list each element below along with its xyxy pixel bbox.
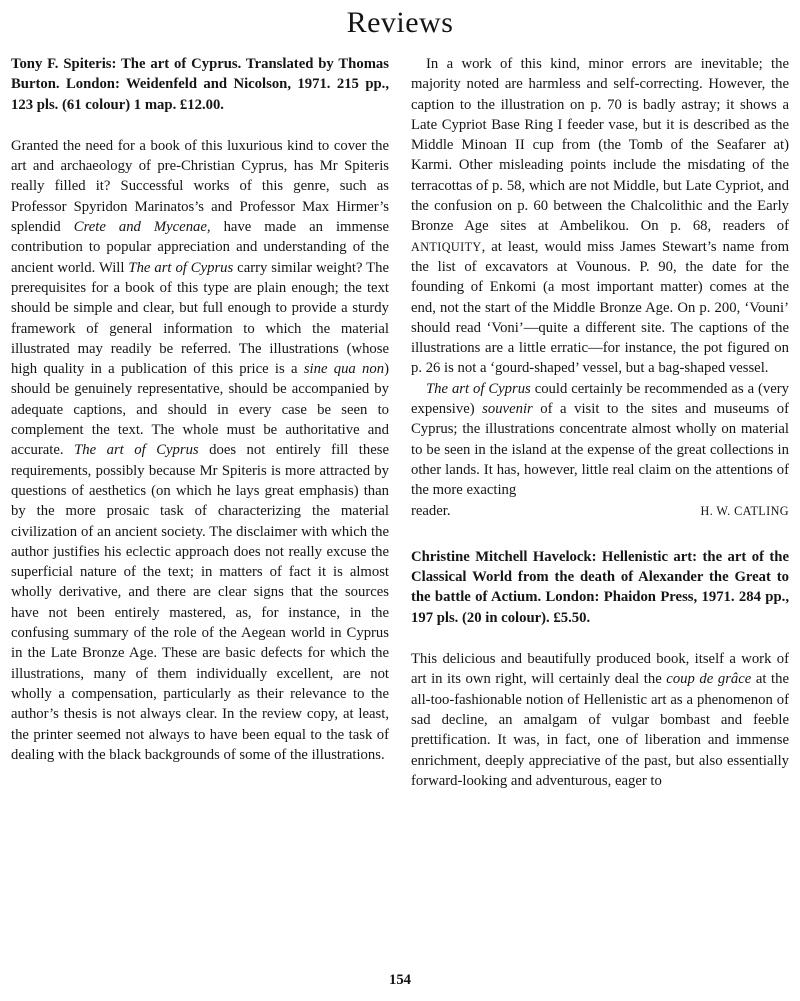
page-title: Reviews <box>346 6 454 39</box>
two-column-layout <box>11 54 789 791</box>
review1-heading: Tony F. Spiteris: The art of Cyprus. Translated by Thomas Burton. London: Weidenfeld and Nicolson, 1971. 215 pp., 123 pls. (61 colour) 1 map. £12.00. <box>11 56 389 113</box>
reviewer-name: H. W. CATLING <box>700 503 789 518</box>
right-column <box>411 54 789 791</box>
review2-heading: Christine Mitchell Havelock: Hellenistic art: the art of the Classical World from the death of Alexander the Great to the battle of Actium. London: Phaidon Press, 1971. 284 pp., 197 pls. (20 in colour). £5.50. <box>411 548 789 626</box>
signature-line-text: reader. <box>411 502 451 519</box>
page-number: 154 <box>388 972 412 988</box>
review1-paragraph-2: In a work of this kind, minor errors are inevitable; the majority noted are harmless and self-correcting. However, the caption to the illustration on p. 70 is badly astray; it shows a Late Cypriot Base Ring I feeder vase, but it is described as the Middle Minoan II cup from (the Tomb of the Seafarer at) Karmi. Other misleading points include the misdating of the terracottas of p. 58, which are not Middle, but Late Cypriot, and the confusion on p. 60 between the Chalcolithic and the Early Bronze Age sites at Ambelikou. On p. 68, readers of ANTIQUITY, at least, would miss James Stewart’s name from the list of excavators at Vounous. P. 90, the date for the founding of Enkomi (a most important matter) comes at the end, not the start of the Middle Bronze Age. On p. 200, ‘Vouni’ should read ‘Voni’—quite a different site. The captions of the illustrations are a little erratic—for instance, the pot figured on p. 26 is not a ‘gourd-shaped’ vessel, but a bag-shaped vessel. <box>411 56 789 377</box>
review2-paragraph-1: This delicious and beautifully produced book, itself a work of art in its own right, will certainly deal the coup de grâce at the all-too-fashionable notion of Hellenistic art as a phenomenon of sad decline, an amalgam of vulgar bombast and feeble prettification. It was, in fact, one of liberation and immense enrichment, deeply appreciative of the past, but also essentially forward-looking and adventurous, eager to <box>411 651 790 789</box>
review1-paragraph-3: The art of Cyprus could certainly be recommended as a (very expensive) souvenir of a visit to the sites and museums of Cyprus; the illustrations concentrate almost wholly on material to be seen in the island at the expense of the great collections in other lands. It has, however, little real claim on the attentions of the more exacting <box>411 380 789 499</box>
review1-paragraph-1: Granted the need for a book of this luxurious kind to cover the art and archaeology of pre-Christian Cyprus, has Mr Spiteris really filled it? Successful works of this genre, such as Professor Spyridon Marinatos’s and Professor Max Hirmer’s splendid Crete and Mycenae, have made an immense contribution to popular appreciation and understanding of the ancient world. Will The art of Cyprus carry similar weight? The prerequisites for a book of this type are plain enough; the text should be simple and clear, but full enough to provide a sturdy framework of general information to which the material illustrated may readily be referred. The illustrations (whose high quality in a publication of this price is a sine qua non) should be genuinely representative, should be accompanied by adequate captions, and should in every case be seen to complement the text. The whole must be authoritative and accurate. The art of Cyprus does not entirely fill these requirements, possibly because Mr Spiteris is more attracted by questions of aesthetics (on which he lays great emphasis) than by the more prosaic task of characterizing the material civilization of an ancient society. The disclaimer with which the author justifies his eclectic approach does not really excuse the superficial nature of the text; in matters of fact it is almost wholly derivative, and there are clear signs that the sources have not been entirely mastered, as, for instance, in the confusing summary of the role of the Aegean world in Cyprus in the Late Bronze Age. These are basic defects for which the illustrations, many of them individually excellent, are not wholly a compensation, particularly as their relevance to the author’s thesis is not always clear. In the review copy, at least, the printer seemed not always to have been equal to the task of dealing with the black backgrounds of some of the illustrations. <box>11 137 390 763</box>
signature-line <box>411 501 789 521</box>
left-column <box>11 54 389 791</box>
